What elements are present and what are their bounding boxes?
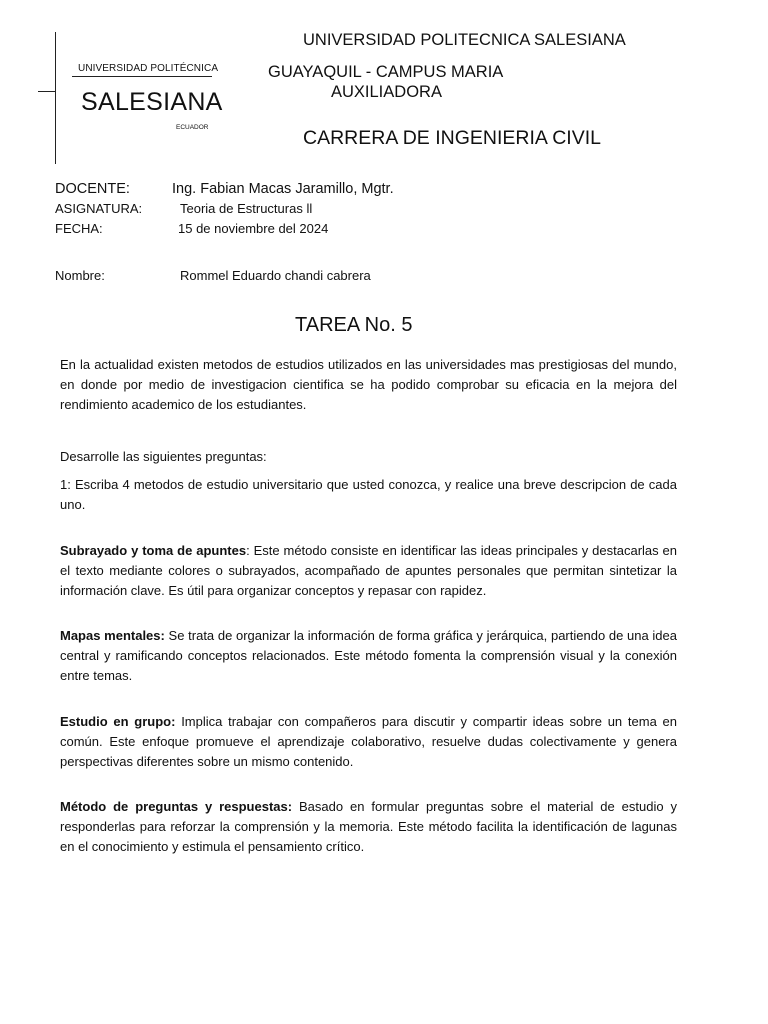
method-name: Método de preguntas y respuestas:: [60, 799, 293, 814]
fecha-label: FECHA:: [55, 221, 103, 236]
asignatura-label: ASIGNATURA:: [55, 201, 143, 216]
campus-heading-line1: GUAYAQUIL - CAMPUS MARIA: [268, 63, 504, 81]
method-description: Se trata de organizar la información de forma gráfica y jerárquica, partiendo de una idea central y ramificando conceptos relacionados. Este método fomenta la comprensión visual y la conexión entre temas.: [60, 628, 677, 683]
logo-vertical-rule: [55, 32, 56, 164]
question-1: 1: Escriba 4 metodos de estudio universitario que usted conozca, y realice una breve descripcion de cada uno.: [60, 477, 677, 512]
method-name: Subrayado y toma de apuntes: [60, 543, 247, 558]
asignatura-value: Teoria de Estructuras ll: [180, 201, 313, 216]
instruction-paragraph: Desarrolle las siguientes preguntas:: [60, 449, 267, 464]
logo-horizontal-rule: [72, 76, 212, 77]
method-item: [60, 712, 677, 772]
logo-horizontal-tick: [38, 91, 56, 92]
assignment-title: TAREA No. 5: [295, 314, 413, 336]
method-separator: [292, 799, 299, 814]
university-heading: UNIVERSIDAD POLITECNICA SALESIANA: [303, 31, 626, 49]
method-name: Estudio en grupo:: [60, 714, 176, 729]
campus-heading-line2: AUXILIADORA: [331, 83, 442, 101]
fecha-value: 15 de noviembre del 2024: [178, 221, 329, 236]
method-separator: :: [246, 543, 254, 558]
logo-university-line: UNIVERSIDAD POLITÉCNICA: [78, 63, 219, 74]
method-item: [60, 541, 677, 601]
intro-paragraph: En la actualidad existen metodos de estudios utilizados en las universidades mas prestigiosas del mundo, en donde por medio de investigacion cientifica se ha podido comprobar su eficacia en la mejora del rendimiento academico de los estudiantes.: [60, 357, 677, 412]
method-name: Mapas mentales:: [60, 628, 165, 643]
docente-value: Ing. Fabian Macas Jaramillo, Mgtr.: [172, 181, 394, 197]
method-description: Basado en formular preguntas sobre el material de estudio y responderlas para reforzar la comprensión y la memoria. Este método facilita la identificación de lagunas en el conocimiento y estimula el pensamiento crítico.: [60, 799, 677, 854]
method-description: Este método consiste en identificar las ideas principales y destacarlas en el texto mediante colores o subrayados, acompañado de apuntes personales que permitan sintetizar la información clave. Es útil para organizar conceptos y repasar con rapidez.: [60, 543, 677, 598]
method-item: [60, 626, 677, 686]
logo-name: SALESIANA: [81, 88, 223, 116]
career-heading: CARRERA DE INGENIERIA CIVIL: [303, 127, 601, 149]
nombre-label: Nombre:: [55, 268, 105, 283]
docente-label: DOCENTE:: [55, 181, 130, 197]
nombre-value: Rommel Eduardo chandi cabrera: [180, 268, 371, 283]
method-item: [60, 797, 677, 857]
method-description: Implica trabajar con compañeros para discutir y compartir ideas sobre un tema en común. Este enfoque promueve el aprendizaje colaborativo, resuelve dudas colectivamente y genera perspectivas diferentes sobre un mismo contenido.: [60, 714, 677, 769]
logo-country: ECUADOR: [176, 124, 209, 131]
